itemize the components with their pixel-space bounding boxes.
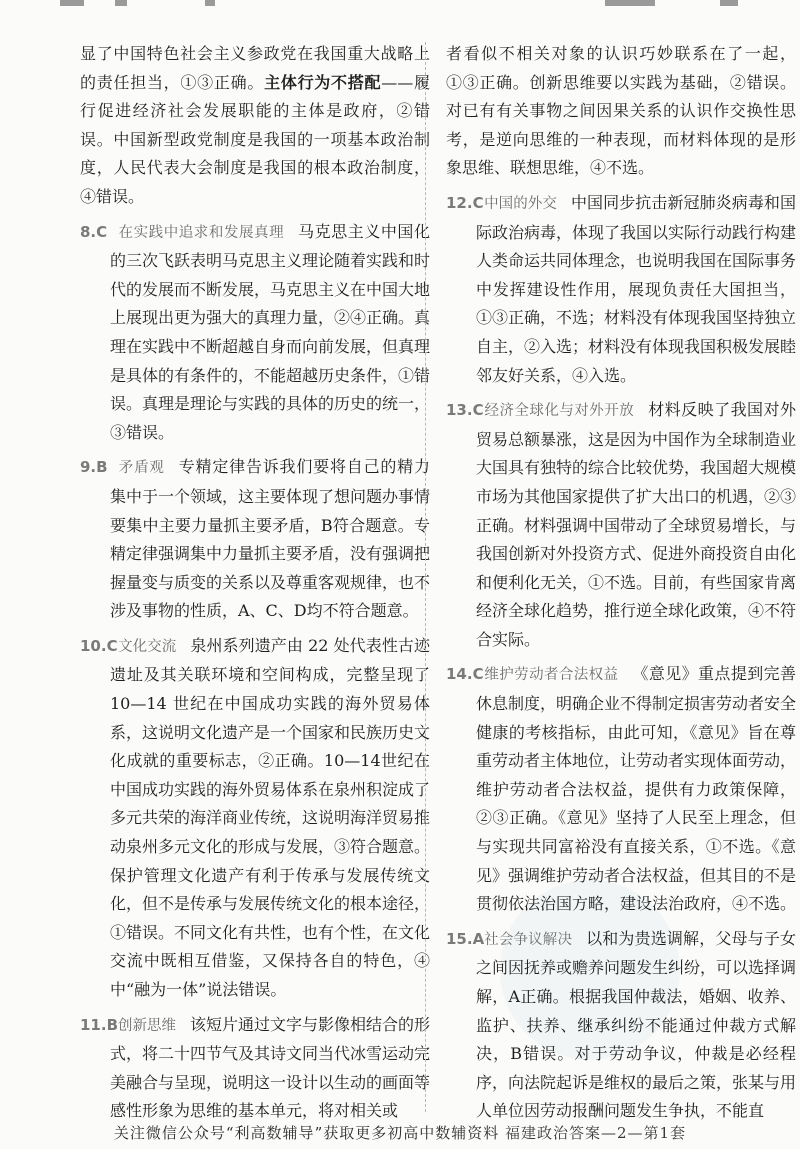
- continued-paragraph: 者看似不相关对象的认识巧妙联系在了一起，①③正确。创新思维要以实践为基础，②错误。对已有有关事物之间因果关系的认识作交换性思考，是逆向思维的一种表现，而材料体现的是形象思维、联想思维，④不选。: [446, 44, 796, 178]
- answer-14: [446, 660, 796, 918]
- right-column: [446, 40, 796, 1132]
- answer-topic: 维护劳动者合法权益: [484, 667, 619, 684]
- answer-text: 《意见》重点提到完善休息制度，明确企业不得制定损害劳动者安全健康的考核指标，由此可知，《意见》旨在尊重劳动者主体地位，让劳动者实现体面劳动，维护劳动者合法权益，提供有力政策保障，②③正确。《意见》坚持了人民至上理念，但与实现共同富裕没有直接关系，①不选。《意见》强调维护劳动者合法权益，但其目的不是贯彻依法治国方略，建设法治政府，④不选。: [476, 664, 797, 914]
- answer-9: [80, 453, 430, 626]
- answer-15: [446, 925, 796, 1126]
- answer-number: 13.C: [446, 401, 484, 420]
- answer-8: [80, 218, 430, 448]
- intro-text-1: 显了中国特色社会主义参政党在我国重大战略上的责任担当，①③正确。: [80, 44, 430, 92]
- answer-text: 该短片通过文字与影像相结合的形式，将二十四节气及其诗文同当代冰雪运动完美融合与呈现，说明这一设计以生动的画面等感性形象为思维的基本单元，将对相关或: [110, 1014, 431, 1121]
- left-column: [80, 40, 430, 1132]
- answer-text: 材料反映了我国对外贸易总额暴涨，这是因为中国作为全球制造业大国具有独特的综合比较优势，我国超大规模市场为其他国家提供了扩大出口的机遇，②③正确。材料强调中国带动了全球贸易增长，与我国创新对外投资方式、促进外商投资自由化和便利化无关，①不选。目前，有些国家肯离经济全球化趋势，推行逆全球化政策，④不符合实际。: [476, 400, 797, 649]
- answer-number: 8.C: [80, 222, 108, 241]
- intro-bold-term: 主体行为不搭配: [264, 72, 382, 92]
- answer-topic: 中国的外交: [484, 195, 557, 212]
- answer-number: 11.B: [80, 1015, 119, 1034]
- answer-number: 10.C: [80, 636, 118, 655]
- answer-number: 12.C: [446, 193, 484, 212]
- answer-12: [446, 189, 796, 390]
- answer-text: 泉州系列遗产由 22 处代表性古迹遗址及其关联环境和空间构成，完整呈现了 10—14 世纪在中国成功实践的海外贸易体系，这说明文化遗产是一个国家和民族历史文化成就的重要标志，②正确。10—14世纪在中国成功实践的海外贸易体系在泉州积淀成了多元共荣的海洋商业传统，这说明海洋贸易推动泉州多元文化的形成与发展，③符合题意。保护管理文化遗产有利于传承与发展传统文化，但不是传承与发展传统文化的根本途径，①错误。不同文化有共性，也有个性，在文化交流中既相互借鉴，又保持各自的特色，④中“融为一体”说法错误。: [110, 635, 431, 999]
- footer-prefix: 关注微信公众号“: [113, 1124, 235, 1142]
- answer-number: 14.C: [446, 665, 484, 684]
- answer-topic: 社会争议解决: [484, 931, 573, 948]
- answer-13: [446, 396, 796, 654]
- answer-text: 专精定律告诉我们要将自己的精力集中于一个领域，这主要体现了想问题办事情要集中主要力量抓主要矛盾，B符合题意。专精定律强调集中力量抓主要矛盾，没有强调把握量变与质变的关系以及尊重客观规律，也不涉及事物的性质，A、C、D均不符合题意。: [110, 457, 431, 621]
- intro-text-2: ——履行促进经济社会发展职能的主体是政府，②错误。中国新型政党制度是我国的一项基本政治制度，人民代表大会制度是我国的根本政治制度，④错误。: [80, 72, 430, 206]
- answer-text: 马克思主义中国化的三次飞跃表明马克思主义理论随着实践和时代的发展而不断发展，马克思主义在中国大地上展现出更为强大的真理力量，②④正确。真理在实践中不断超越自身而向前发展，但真理是具体的有条件的，不能超越历史条件，①错误。真理是理论与实践的具体的历史的统一，③错误。: [110, 221, 431, 442]
- answer-topic: 创新思维: [118, 1017, 176, 1034]
- footer-brand: 利高数辅导: [234, 1124, 315, 1142]
- answer-topic: 经济全球化与对外开放: [484, 403, 635, 420]
- top-edge-marks: [0, 0, 800, 8]
- answer-10: [80, 632, 430, 1005]
- answer-number: 9.B: [80, 458, 108, 477]
- column-divider: [425, 42, 426, 1112]
- answer-text: 以和为贵选调解，父母与子女之间因抚养或赡养问题发生纠纷，可以选择调解，A正确。根据我国仲裁法，婚姻、收养、监护、扶养、继承纠纷不能通过仲裁方式解决，B错误。对于劳动争议，仲裁是必经程序，向法院起诉是维权的最后之策，张某与用人单位因劳动报酬问题发生争执，不能直: [476, 928, 797, 1121]
- answer-topic: 在实践中追求和发展真理: [118, 224, 285, 241]
- answer-topic: 矛盾观: [118, 460, 165, 477]
- page-footer: [0, 1122, 800, 1143]
- answer-11: [80, 1011, 430, 1126]
- footer-page-title: 福建政治答案—2—第1套: [505, 1124, 687, 1142]
- answer-number: 15.A: [446, 929, 485, 948]
- footer-note: ”获取更多初高中数辅资料: [314, 1124, 500, 1142]
- answer-topic: 文化交流: [118, 638, 177, 655]
- answer-text: 中国同步抗击新冠肺炎病毒和国际政治病毒，体现了我国以实际行动践行构建人类命运共同体理念，也说明我国在国际事务中发挥建设性作用，展现负责任大国担当，①③正确，不选；材料没有体现我国坚持独立自主，②入选；材料没有体现我国积极发展睦邻友好关系，④入选。: [476, 192, 797, 385]
- intro-paragraph: [80, 40, 430, 212]
